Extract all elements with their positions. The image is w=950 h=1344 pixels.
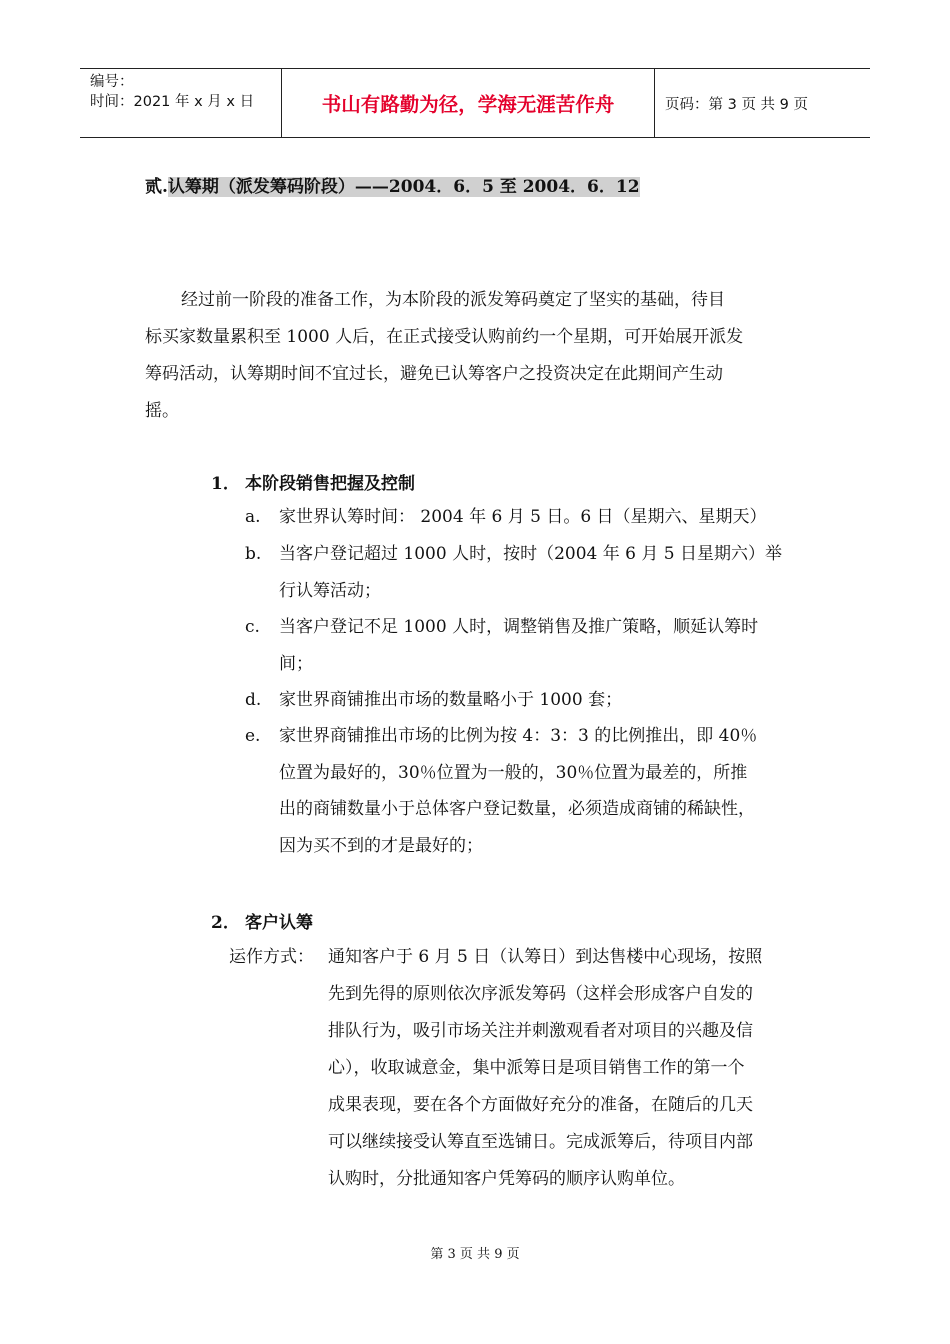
document-number-label: 编号： [90, 74, 134, 90]
method-line: 通知客户于 6 月 5 日（认筹日）到达售楼中心现场，按照 [328, 947, 763, 967]
subsection-title: 本阶段销售把握及控制 [245, 474, 415, 494]
section-prefix: 贰. [145, 177, 168, 197]
subsection-1-heading [211, 469, 415, 494]
intro-line: 摇。 [145, 401, 179, 421]
intro-paragraph [145, 282, 825, 430]
intro-line: 经过前一阶段的准备工作，为本阶段的派发筹码奠定了坚实的基础，待目 [181, 290, 725, 310]
list-marker: e. [245, 726, 261, 746]
page-footer: 第 3 页 共 9 页 [430, 1247, 520, 1262]
method-label: 运作方式： [229, 947, 314, 967]
header-page-info: 页码：第 3 页 共 9 页 [665, 96, 808, 113]
list-item-text: 家世界商铺推出市场的比例为按 4：3：3 的比例推出，即 40％ [279, 726, 758, 746]
method-line: 排队行为，吸引市场关注并刺激观看者对项目的兴趣及信 [328, 1021, 753, 1041]
subsection-number: 2． [211, 913, 240, 933]
list-item-text: 家世界认筹时间： 2004 年 6 月 5 日。6 日（星期六、星期天） [279, 507, 767, 527]
list-item-text: 当客户登记超过 1000 人时，按时（2004 年 6 月 5 日星期六）举 [279, 544, 782, 564]
list-marker: b. [245, 544, 262, 564]
method-line: 认购时，分批通知客户凭筹码的顺序认购单位。 [328, 1169, 685, 1189]
method-line: 成果表现，要在各个方面做好充分的准备，在随后的几天 [328, 1095, 753, 1115]
header-meta [80, 69, 282, 137]
subsection-number: 1． [211, 474, 240, 494]
list-item-text: 当客户登记不足 1000 人时，调整销售及推广策略，顺延认筹时 [279, 617, 759, 637]
subsection-title: 客户认筹 [245, 913, 313, 933]
list-item-text: 家世界商铺推出市场的数量略小于 1000 套； [279, 690, 623, 710]
subsection-2-heading [211, 908, 313, 933]
list-marker: a. [245, 507, 261, 527]
list-marker: d. [245, 690, 262, 710]
method-line: 心），收取诚意金，集中派筹日是项目销售工作的第一个 [328, 1058, 745, 1078]
header-motto: 书山有路勤为径，学海无涯苦作舟 [282, 69, 655, 137]
list-item-text: 出的商铺数量小于总体客户登记数量，必须造成商铺的稀缺性， [279, 799, 755, 819]
section-title-text: 认筹期（派发筹码阶段）——2004．6．5 至 2004．6．12 [167, 177, 640, 197]
intro-line: 标买家数量累积至 1000 人后，在正式接受认购前约一个星期，可开始展开派发 [145, 327, 744, 347]
method-line: 先到先得的原则依次序派发筹码（这样会形成客户自发的 [328, 984, 753, 1004]
list-item-text: 行认筹活动； [279, 580, 381, 601]
list-marker: c. [245, 617, 260, 637]
method-line: 可以继续接受认筹直至选铺日。完成派筹后，待项目内部 [328, 1132, 753, 1152]
document-date: 时间：2021 年 x 月 x 日 [90, 94, 255, 110]
list-item-text: 间； [279, 653, 313, 674]
list-item-text: 因为买不到的才是最好的； [279, 835, 483, 856]
page-header [80, 68, 870, 138]
section-title [145, 173, 640, 201]
intro-line: 筹码活动，认筹期时间不宜过长，避免已认筹客户之投资决定在此期间产生动 [145, 364, 723, 384]
list-item-text: 位置为最好的，30％位置为一般的，30％位置为最差的，所推 [279, 762, 748, 783]
